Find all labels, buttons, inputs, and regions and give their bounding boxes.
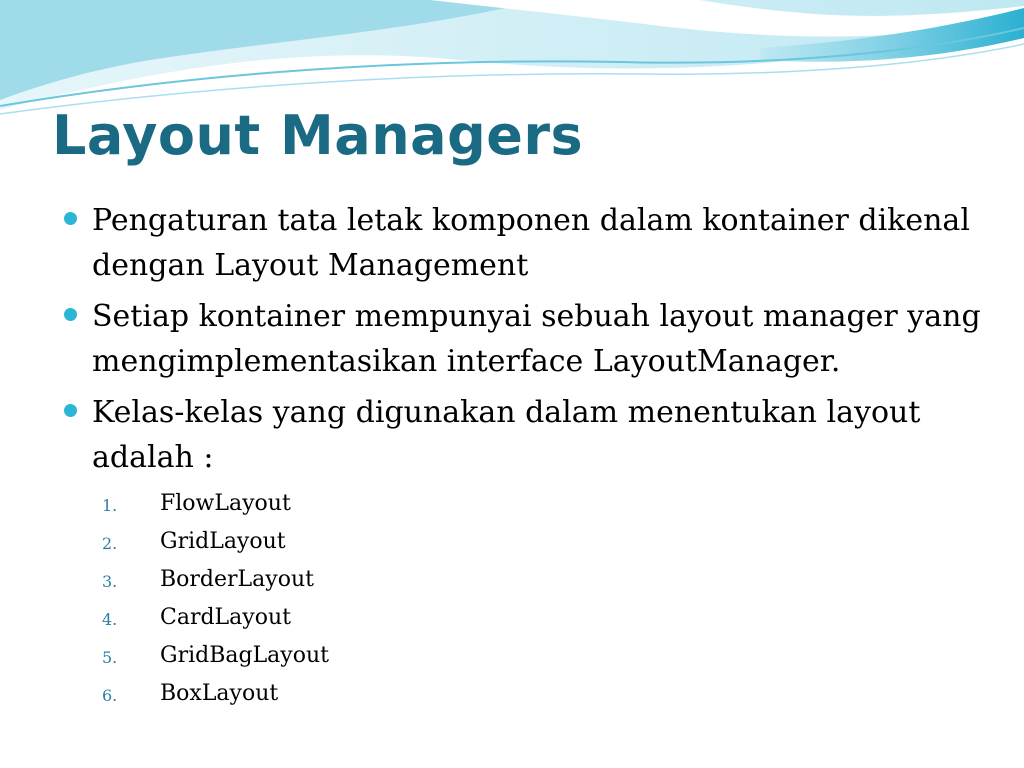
layout-class-name: GridLayout	[160, 529, 286, 554]
layout-class-name: BorderLayout	[160, 567, 314, 592]
bullet-dot-icon	[64, 308, 77, 321]
layout-class-name: FlowLayout	[160, 491, 291, 516]
bullet-text: Kelas-kelas yang digunakan dalam menentukan layout adalah :	[92, 395, 921, 475]
bullet-text: Setiap kontainer mempunyai sebuah layout manager yang mengimplementasikan interface LayoutManager.	[92, 299, 981, 379]
layout-class-name: CardLayout	[160, 605, 291, 630]
bullet-list	[62, 198, 992, 486]
slide-title: Layout Managers	[52, 104, 584, 167]
list-number: 5.	[102, 648, 118, 667]
layout-class-name: BoxLayout	[160, 681, 279, 706]
bullet-item	[62, 390, 992, 480]
bullet-text: Pengaturan tata letak komponen dalam kontainer dikenal dengan Layout Management	[92, 203, 970, 283]
list-number: 4.	[102, 610, 118, 629]
list-number: 2.	[102, 534, 118, 553]
bullet-item	[62, 294, 992, 384]
list-number: 3.	[102, 572, 118, 591]
bullet-dot-icon	[64, 212, 77, 225]
bullet-dot-icon	[64, 404, 77, 417]
list-number: 6.	[102, 686, 118, 705]
bullet-item	[62, 198, 992, 288]
layout-class-name: GridBagLayout	[160, 643, 329, 668]
list-number: 1.	[102, 496, 118, 515]
